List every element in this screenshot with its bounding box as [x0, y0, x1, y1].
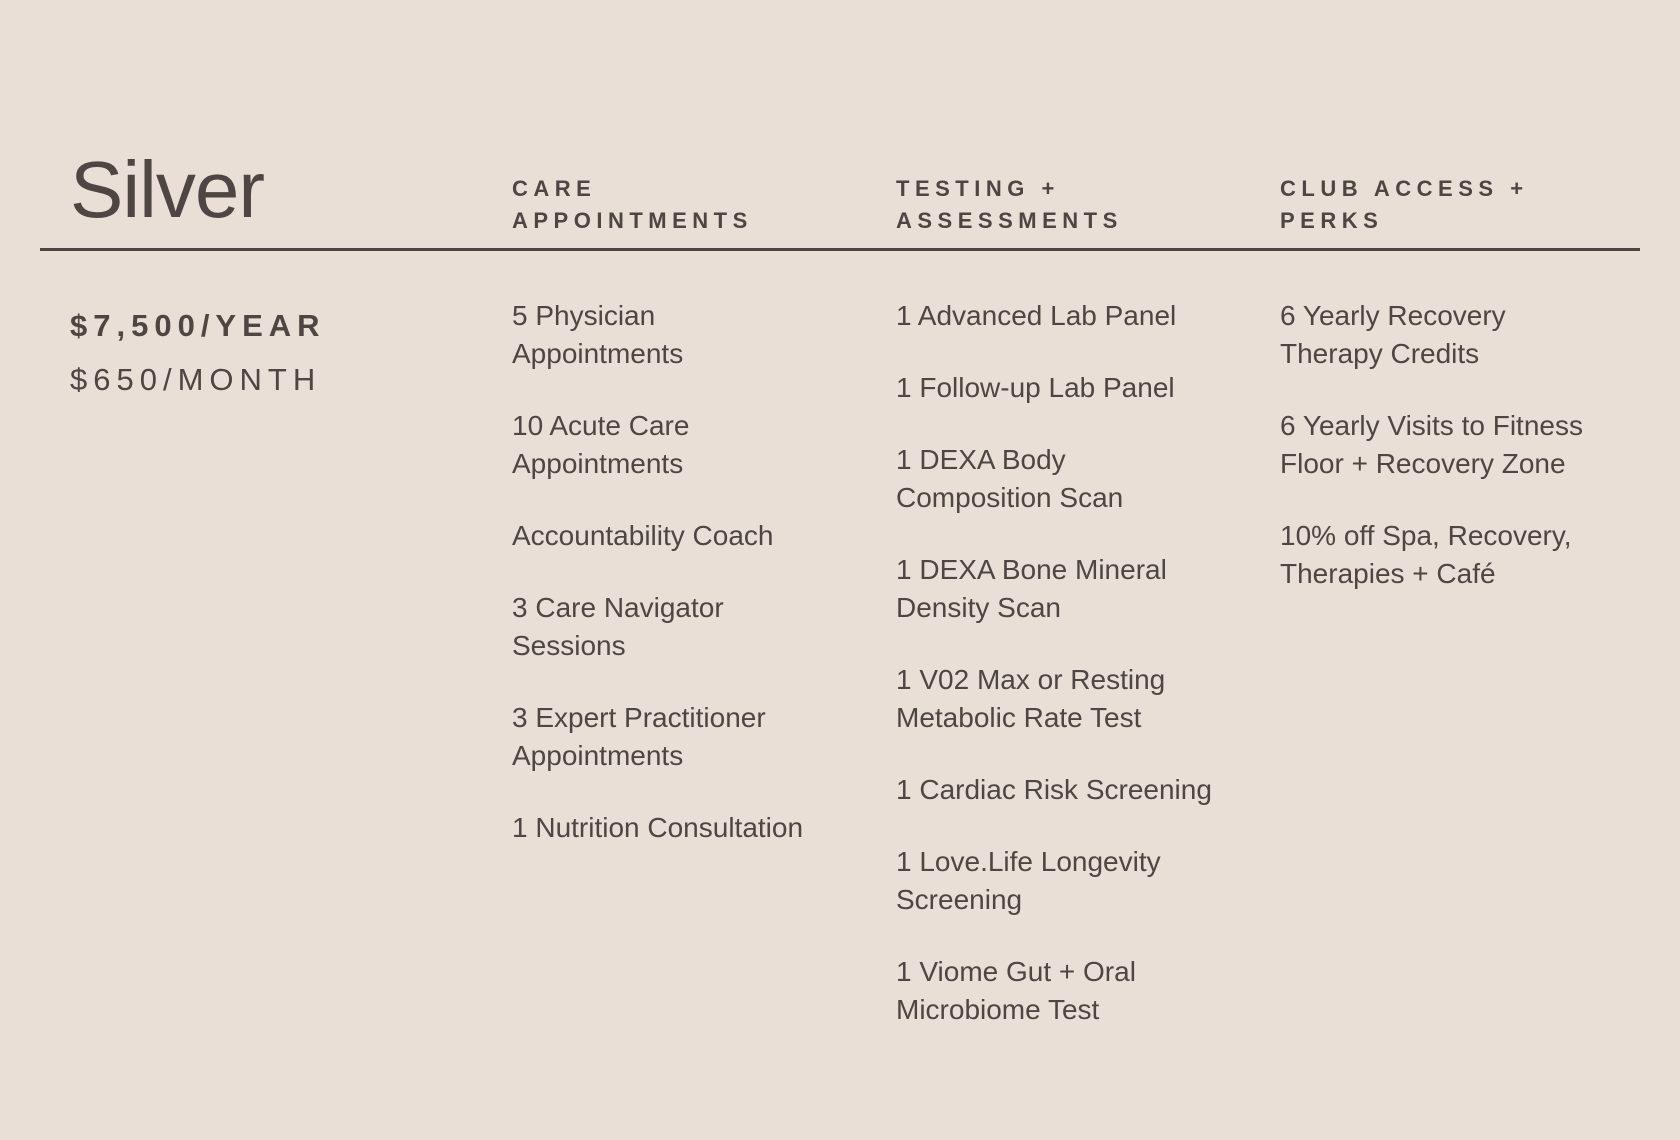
list-item: 6 Yearly Visits to Fitness Floor + Recovery Zone — [1280, 410, 1583, 479]
list-item: 1 Nutrition Consultation — [512, 812, 804, 843]
list-item: Accountability Coach — [512, 520, 774, 551]
list-item: 1 Follow-up Lab Panel — [896, 372, 1175, 403]
list-item: 1 Advanced Lab Panel — [896, 300, 1177, 331]
care-appointments-list — [512, 297, 857, 881]
column-header-testing-assessments: TESTING + ASSESSMENTS — [896, 176, 1123, 233]
list-item: 1 DEXA Bone Mineral Density Scan — [896, 554, 1167, 623]
club-access-perks-list — [1280, 297, 1625, 627]
list-item: 10 Acute Care Appointments — [512, 410, 690, 479]
list-item: 1 Love.Life Longevity Screening — [896, 846, 1161, 915]
price-per-year: $7,500/YEAR — [70, 308, 326, 343]
list-item: 3 Care Navigator Sessions — [512, 592, 724, 661]
column-header-care-appointments: CARE APPOINTMENTS — [512, 176, 753, 233]
header-divider — [40, 248, 1640, 251]
testing-assessments-list — [896, 297, 1241, 1063]
list-item: 1 DEXA Body Composition Scan — [896, 444, 1124, 513]
price-per-month: $650/MONTH — [70, 362, 322, 397]
list-item: 1 V02 Max or Resting Metabolic Rate Test — [896, 664, 1166, 733]
list-item: 5 Physician Appointments — [512, 300, 684, 369]
list-item: 3 Expert Practitioner Appointments — [512, 702, 766, 771]
list-item: 10% off Spa, Recovery, Therapies + Café — [1280, 520, 1572, 589]
list-item: 6 Yearly Recovery Therapy Credits — [1280, 300, 1506, 369]
list-item: 1 Cardiac Risk Screening — [896, 774, 1212, 805]
column-header-club-access-perks: CLUB ACCESS + PERKS — [1280, 176, 1529, 233]
list-item: 1 Viome Gut + Oral Microbiome Test — [896, 956, 1136, 1025]
plan-title: Silver — [70, 145, 265, 234]
